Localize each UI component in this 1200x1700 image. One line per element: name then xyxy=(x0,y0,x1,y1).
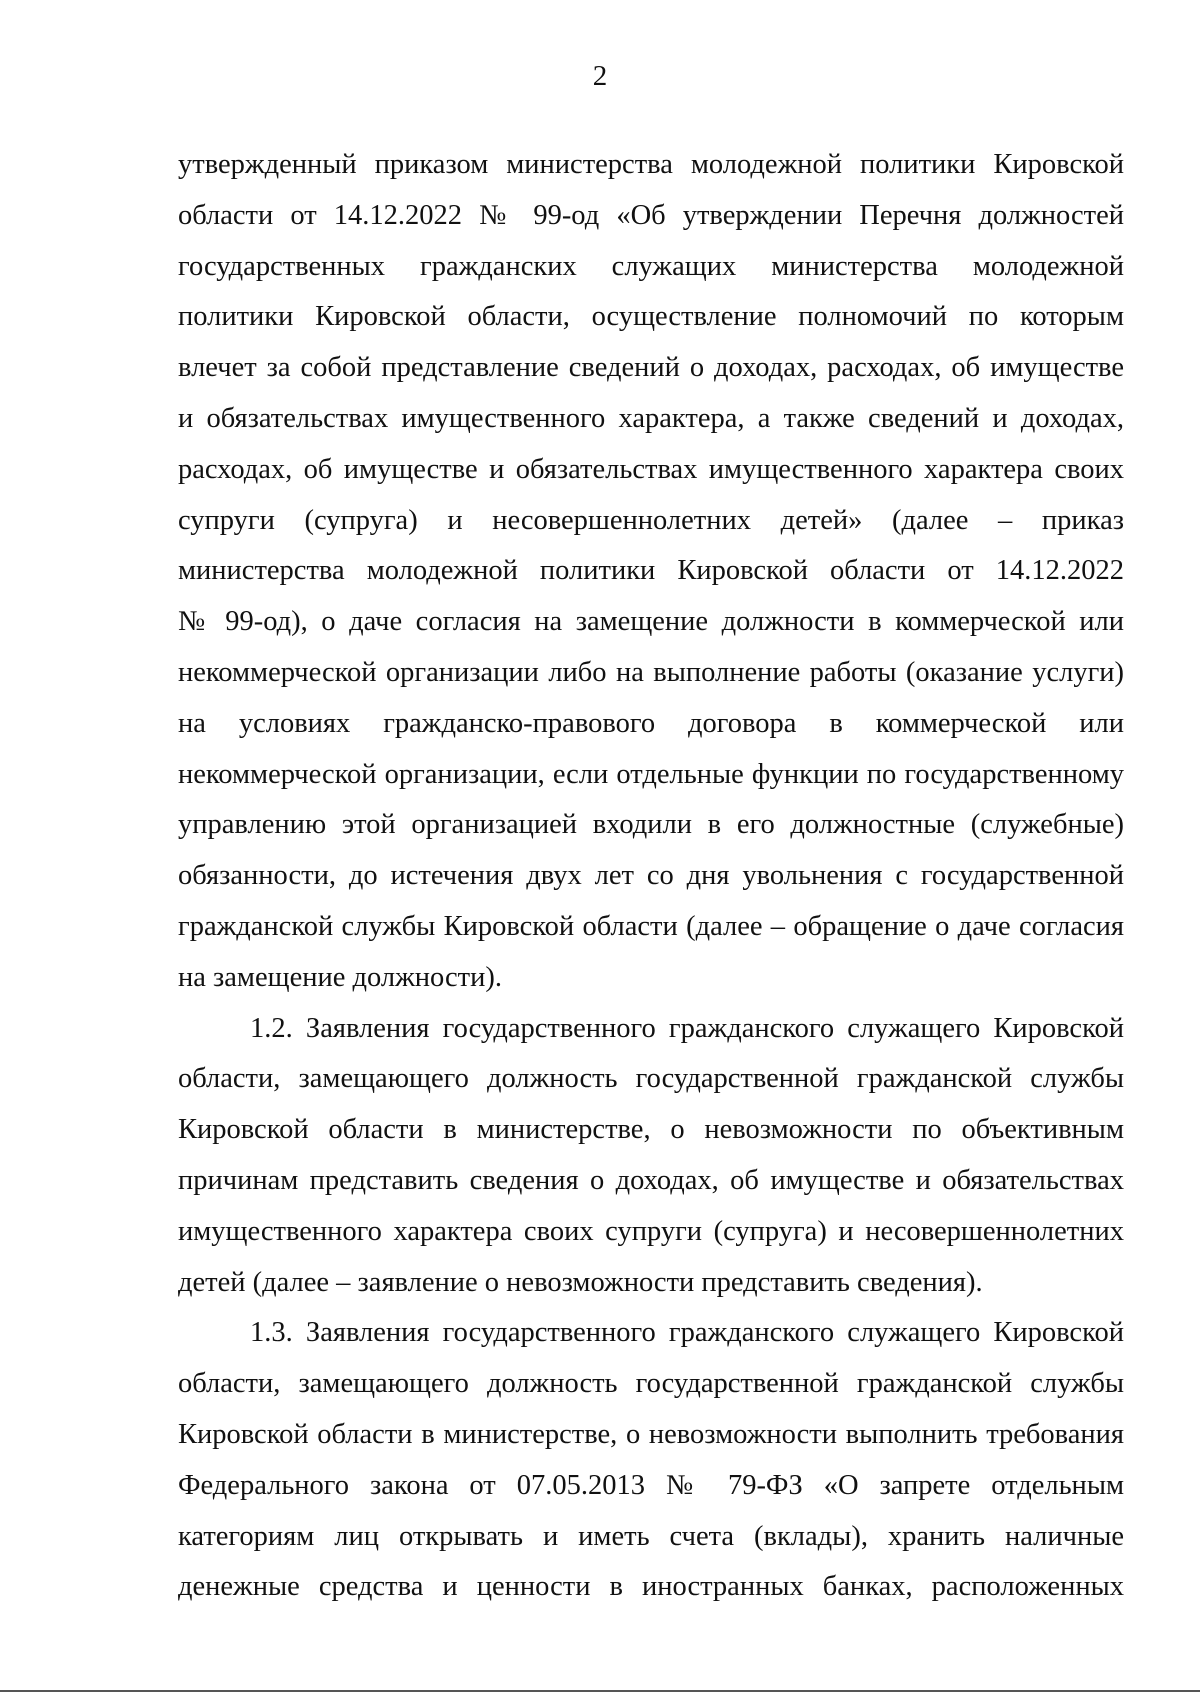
text-line: причинам представить сведения о доходах, об имуществе и обязательствах xyxy=(178,1164,1124,1196)
text-line: на замещение должности). xyxy=(178,961,502,993)
text-line: Федерального закона от 07.05.2013 № 79-ФЗ «О запрете отдельным xyxy=(178,1469,1124,1501)
text-line: влечет за собой представление сведений о доходах, расходах, об имуществе xyxy=(178,352,1124,384)
text-line: политики Кировской области, осуществление полномочий по которым xyxy=(178,301,1124,333)
text-line: Кировской области в министерстве, о невозможности по объективным xyxy=(178,1114,1124,1146)
text-line: управлению этой организацией входили в его должностные (служебные) xyxy=(178,809,1124,841)
text-line: утвержденный приказом министерства молодежной политики Кировской xyxy=(178,149,1124,180)
text-line: имущественного характера своих супруги (супруга) и несовершеннолетних xyxy=(178,1215,1124,1247)
text-line: денежные средства и ценности в иностранных банках, расположенных xyxy=(178,1571,1124,1603)
text-line: государственных гражданских служащих министерства молодежной xyxy=(178,250,1124,282)
text-line: 1.2. Заявления государственного гражданского служащего Кировской xyxy=(250,1012,1124,1044)
text-line: некоммерческой организации, если отдельные функции по государственному xyxy=(178,758,1124,790)
text-line: детей (далее – заявление о невозможности представить сведения). xyxy=(178,1266,983,1298)
text-line: на условиях гражданско-правового договора в коммерческой или xyxy=(178,707,1124,739)
text-line: Кировской области в министерстве, о невозможности выполнить требования xyxy=(178,1418,1124,1450)
text-line: расходах, об имуществе и обязательствах имущественного характера своих xyxy=(178,453,1124,485)
page-number: 2 xyxy=(592,60,608,92)
text-line: категориям лиц открывать и иметь счета (вклады), хранить наличные xyxy=(178,1520,1124,1552)
document-body xyxy=(178,140,1124,1613)
text-line: некоммерческой организации либо на выполнение работы (оказание услуги) xyxy=(178,656,1124,688)
text-line: области, замещающего должность государственной гражданской службы xyxy=(178,1063,1124,1095)
text-line: супруги (супруга) и несовершеннолетних детей» (далее – приказ xyxy=(178,504,1124,536)
scan-edge-line xyxy=(0,1690,1200,1692)
text-line: и обязательствах имущественного характера, а также сведений и доходах, xyxy=(178,402,1124,434)
text-line: области от 14.12.2022 № 99-од «Об утверждении Перечня должностей xyxy=(178,199,1124,231)
text-line: обязанности, до истечения двух лет со дня увольнения с государственной xyxy=(178,860,1124,892)
text-line: 1.3. Заявления государственного гражданского служащего Кировской xyxy=(250,1317,1124,1349)
text-line: области, замещающего должность государственной гражданской службы xyxy=(178,1368,1124,1400)
text-line: гражданской службы Кировской области (далее – обращение о даче согласия xyxy=(178,910,1124,942)
text-line: № 99-од), о даче согласия на замещение должности в коммерческой или xyxy=(178,606,1124,638)
text-line: министерства молодежной политики Кировской области от 14.12.2022 xyxy=(178,555,1124,587)
